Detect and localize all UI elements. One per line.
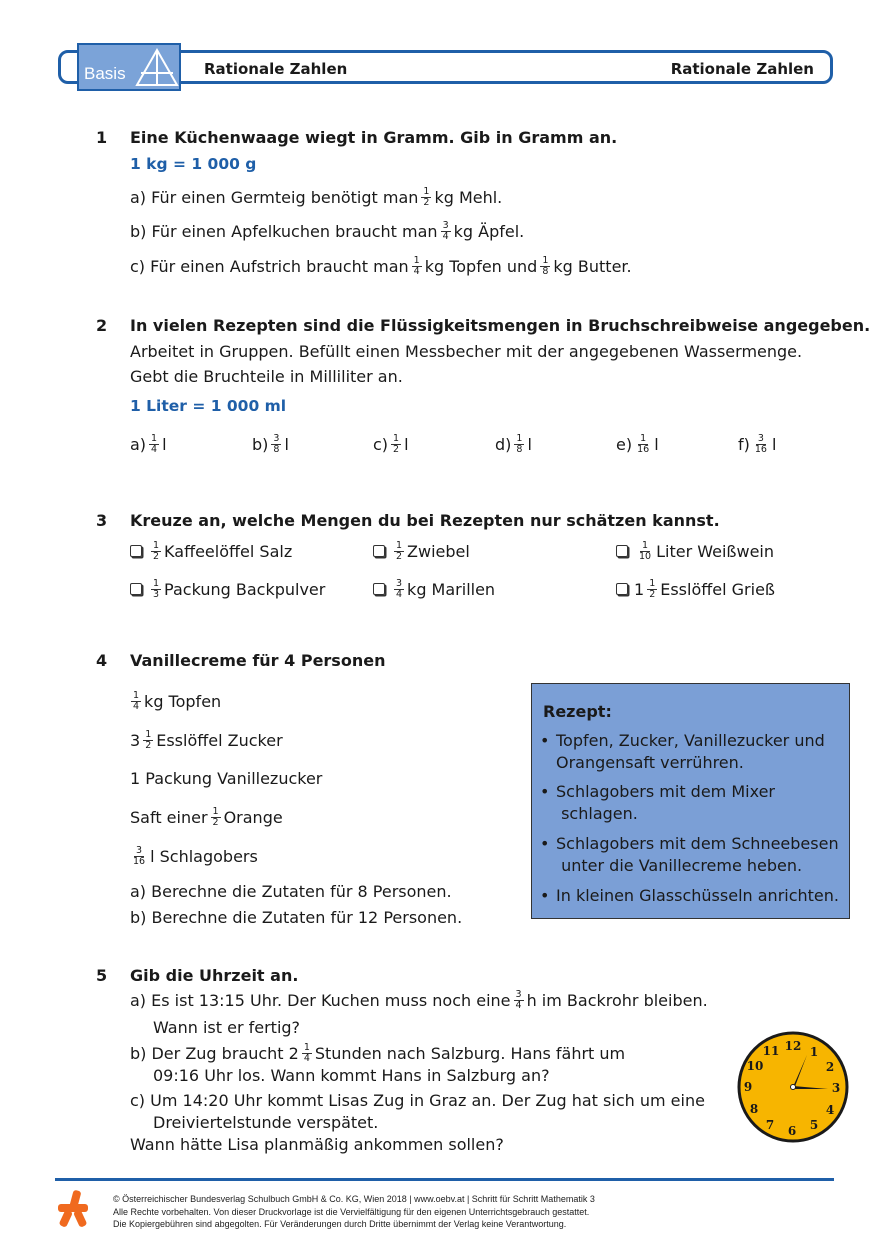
clock-number: 11 [762,1044,780,1058]
task4-qb: b) Berechne die Zutaten für 12 Personen. [130,908,463,927]
clock-number: 2 [825,1060,835,1074]
task3-option[interactable]: 1 $\frac{1}{2}$ Esslöffel Grieß [616,580,775,601]
task1-b: b) Für einen Apfelkuchen braucht man $\frac{3}{4}$ kg Äpfel. [130,220,525,242]
ingredient: 3 $\frac{1}{2}$ Esslöffel Zucker [130,729,283,751]
checkbox[interactable] [130,583,142,595]
task4-number: 4 [96,651,108,670]
recipe-step: • Schlagobers mit dem Schneebesen unter die Vanillecreme heben. [540,834,839,875]
task5-b2: 09:16 Uhr los. Wann kommt Hans in Salzburg an? [153,1066,550,1085]
task2-item-a: a) $\frac{1}{4}$ l [130,433,167,455]
footer-divider [55,1178,834,1181]
clock-number: 4 [825,1103,835,1117]
clock-number: 6 [787,1124,797,1138]
footer-copyright: © Österreichischer Bundesverlag Schulbuch GmbH & Co. KG, Wien 2018 | www.oebv.at | Schritt für Schritt Mathematik 3 Alle Rechte vorbehalten. Von dieser Druckvorlage ist die Vervielfältigung für den eigenen Unterrichtsgebrauch gestattet. Die Kopiergebühren sind abgegolten. Für Veränderungen durch Dritte übernimmt der Verlag keine Verantwortung. [113,1194,595,1229]
task5-a2: Wann ist er fertig? [153,1018,301,1037]
clock-number: 8 [749,1102,759,1116]
ingredient: Saft einer $\frac{1}{2}$ Orange [130,806,283,828]
header-title-left: Rationale Zahlen [204,60,348,78]
task2-number: 2 [96,316,108,335]
ingredient: $\frac{1}{4}$ kg Topfen [133,690,222,712]
recipe-step: • Topfen, Zucker, Vanillezucker und Orangensaft verrühren. [540,731,825,772]
task2-item-e: e) $\frac{1}{16}$ l [616,433,659,455]
fraction: $\frac{1}{2}$ [423,186,430,208]
task2-item-d: d) $\frac{1}{8}$ l [495,433,532,455]
task2-line2: Arbeitet in Gruppen. Befüllt einen Messbecher mit der angegebenen Wassermenge. [130,342,803,361]
task3-option[interactable]: $\frac{1}{3}$ Packung Backpulver [130,580,325,601]
ingredient: $\frac{3}{16}$ l Schlagobers [133,845,258,867]
fraction: $\frac{3}{4}$ [442,220,449,242]
task3-option[interactable]: $\frac{1}{2}$ Kaffeelöffel Salz [130,542,292,563]
clock-number: 7 [765,1118,775,1132]
fraction: $\frac{1}{8}$ [542,255,549,277]
ingredient: 1 Packung Vanillezucker [130,769,323,788]
recipe-step: • In kleinen Glasschüsseln anrichten. [540,886,839,905]
checkbox[interactable] [616,545,628,557]
clock-number: 5 [809,1118,819,1132]
task5-c1: c) Um 14:20 Uhr kommt Lisas Zug in Graz an. Der Zug hat sich um eine [130,1091,705,1110]
task2-item-f: f) $\frac{3}{16}$ l [738,433,777,455]
task3-title: Kreuze an, welche Mengen du bei Rezepten nur schätzen kannst. [130,511,720,530]
task5-number: 5 [96,966,108,985]
checkbox[interactable] [373,583,385,595]
checkbox[interactable] [616,583,628,595]
task3-number: 3 [96,511,108,530]
recipe-title: Rezept: [543,702,612,721]
task1-a: a) Für einen Germteig benötigt man $\frac{1}{2}$ kg Mehl. [130,186,503,208]
task3-option[interactable]: $\frac{1}{2}$ Zwiebel [373,542,470,563]
task1-c: c) Für einen Aufstrich braucht man $\frac{1}{4}$ kg Topfen und $\frac{1}{8}$ kg Butter. [130,255,632,277]
checkbox[interactable] [130,545,142,557]
publisher-logo-icon [55,1188,91,1228]
task5-c3: Wann hätte Lisa planmäßig ankommen sollen? [130,1135,504,1154]
clock-number: 3 [831,1081,841,1095]
checkbox[interactable] [373,545,385,557]
task5-a1: a) Es ist 13:15 Uhr. Der Kuchen muss noch eine $\frac{3}{4}$ h im Backrohr bleiben. [130,989,708,1011]
fraction: $\frac{1}{4}$ [413,255,420,277]
task3-option[interactable]: $\frac{1}{10}$ Liter Weißwein [616,542,774,563]
task2-item-c: c) $\frac{1}{2}$ l [373,433,409,455]
task4-title: Vanillecreme für 4 Personen [130,651,386,670]
clock-icon [736,1030,850,1144]
task2-title: In vielen Rezepten sind die Flüssigkeitsmengen in Bruchschreibweise angegeben. [130,316,871,335]
clock-number: 12 [784,1039,802,1053]
clock-number: 9 [743,1080,753,1094]
recipe-step: • Schlagobers mit dem Mixer schlagen. [540,782,775,823]
task5-c2: Dreiviertelstunde verspätet. [153,1113,379,1132]
header-title-right: Rationale Zahlen [670,60,814,78]
task5-b1: b) Der Zug braucht 2 $\frac{1}{4}$ Stunden nach Salzburg. Hans fährt um [130,1042,626,1064]
task3-option[interactable]: $\frac{3}{4}$ kg Marillen [373,580,495,601]
recipe-box [531,683,850,919]
task1-hint: 1 kg = 1 000 g [130,155,257,173]
clock-number: 10 [746,1059,764,1073]
basis-label: Basis [84,64,126,83]
clock-number: 1 [809,1045,819,1059]
task2-hint: 1 Liter = 1 000 ml [130,397,287,415]
task4-qa: a) Berechne die Zutaten für 8 Personen. [130,882,452,901]
task1-title: Eine Küchenwaage wiegt in Gramm. Gib in Gramm an. [130,128,618,147]
task2-line3: Gebt die Bruchteile in Milliliter an. [130,367,403,386]
task1-number: 1 [96,128,108,147]
task5-title: Gib die Uhrzeit an. [130,966,299,985]
task2-item-b: b) $\frac{3}{8}$ l [252,433,289,455]
